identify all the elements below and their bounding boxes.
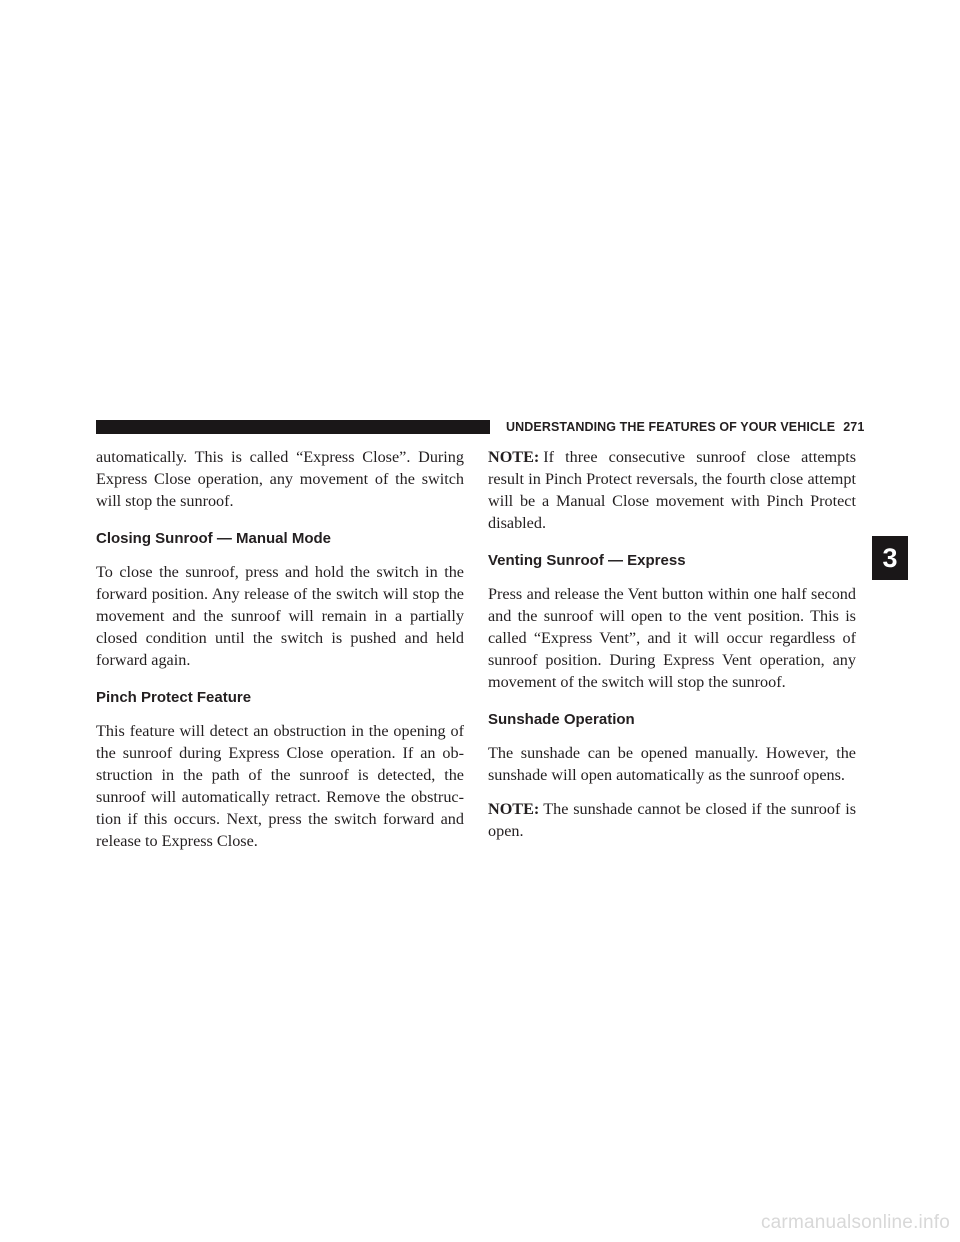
paragraph-sunshade: The sunshade can be opened manually. However, the sunshade will open automatically as the sunroof opens. (488, 744, 856, 784)
note-sunshade (488, 798, 856, 842)
paragraph-venting: Press and release the Vent button within one half second and the sunroof will open to the vent position. This is called “Express Vent”, and it will occur regardless of sunroof position. During Express Vent operation, any movement of the switch will stop the sunroof. (488, 585, 856, 691)
page-number: 271 (843, 420, 865, 434)
note-pinch-reversals (488, 446, 856, 534)
running-header (506, 418, 866, 436)
heading-venting: Venting Sunroof — Express (488, 552, 686, 569)
note-text: If three consecutive sunroof close attempts result in Pinch Protect reversals, the fourth close attempt will be a Manual Close movement with Pinch Protect disabled. (488, 448, 856, 532)
chapter-tab: 3 (872, 536, 908, 580)
heading-manual-mode: Closing Sunroof — Manual Mode (96, 530, 331, 547)
header-title: UNDERSTANDING THE FEATURES OF YOUR VEHICLE (506, 420, 836, 434)
paragraph-pinch-protect: This feature will detect an obstruction in the opening of the sunroof during Express Close operation. If an ob- struction in the path of the sunroof is detected, the sunroof will automatically retract. Remove the obstruc- tion if this occurs. Next, press the switch forward and release to Express Close. (96, 722, 464, 850)
paragraph-express-close-continuation: automatically. This is called “Express Close”. During Express Close operation, any movement of the switch will stop the sunroof. (96, 448, 464, 510)
header-rule (96, 420, 490, 434)
note-text: The sunshade cannot be closed if the sunroof is open. (488, 800, 856, 840)
right-column (488, 446, 856, 842)
heading-sunshade: Sunshade Operation (488, 711, 635, 728)
paragraph-manual-mode: To close the sunroof, press and hold the switch in the forward position. Any release of the switch will stop the movement and the sunroof will remain in a partially closed condition until the switch is pushed and held forward again. (96, 563, 464, 669)
note-label: NOTE: (488, 448, 540, 466)
note-label: NOTE: (488, 800, 540, 818)
left-column (96, 446, 464, 852)
heading-pinch-protect: Pinch Protect Feature (96, 689, 252, 706)
watermark: carmanualsonline.info (760, 1212, 950, 1233)
